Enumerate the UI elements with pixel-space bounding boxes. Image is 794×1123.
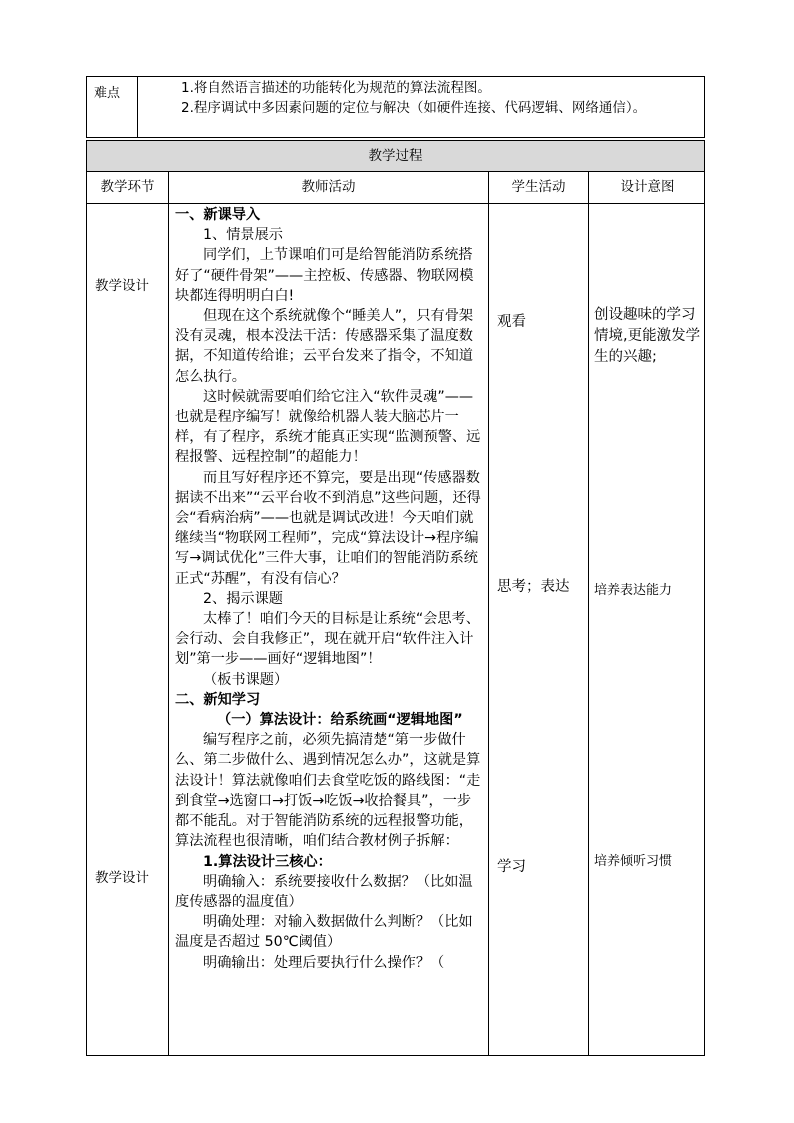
paragraph: 同学们，上节课咱们可是给智能消防系统搭好了“硬件骨架”——主控板、传感器、物联网模块都连得明明白白! (175, 247, 474, 304)
paragraph: 但现在这个系统就像个“睡美人”，只有骨架没有灵魂，根本没法干活：传感器采集了温度数据，不知道传给谁；云平台发来了指令，不知道怎么执行。 (175, 308, 474, 385)
difficulty-line-1: 1.将自然语言描述的功能转化为规范的算法流程图。 (181, 80, 491, 96)
paragraph: 太棒了！咱们今天的目标是让系统“会思考、会行动、会自我修正”，现在就开启“软件注入计划”第一步——画好“逻辑地图”！ (175, 611, 480, 668)
column-divider (588, 172, 589, 1055)
design-intent-3: 培养倾听习惯 (594, 854, 673, 869)
student-activity-1: 观看 (497, 314, 526, 330)
difficulty-content (139, 77, 704, 137)
paragraph: 明确输出：处理后要执行什么操作？（ (203, 954, 445, 971)
process-title: 教学过程 (86, 140, 705, 172)
header-stage: 教学环节 (100, 179, 155, 195)
design-intent-2: 培养表达能力 (594, 583, 673, 598)
header-teacher: 教师活动 (301, 179, 356, 195)
paragraph: 而且写好程序还不算完，要是出现“传感器数据读不出来”“云平台收不到消息”这些问题，还得会“看病治病”——也就是调试改进！今天咱们就继续当“物联网工程师”，完成“算法设计→程序编写→调试优化”三件大事，让咱们的智能消防系统正式“苏醒”，有没有信心？ (175, 469, 481, 587)
header-student: 学生活动 (511, 179, 566, 195)
difficulty-line-2: 2.程序调试中多因素问题的定位与解决（如硬件连接、代码逻辑、网络通信）。 (181, 100, 647, 116)
subsection-heading: 1、情景展示 (203, 227, 283, 244)
paragraph: 编写程序之前，必须先搞清楚“第一步做什么、第二步做什么、遇到情况怎么办”，这就是算法设计！算法就像咱们去食堂吃饭的路线图：“走到食堂→选窗口→打饭→吃饭→收拾餐具”，一步都不能乱。对于智能消防系统的远程报警功能，算法流程也很清晰，咱们结合教材例子拆解： (175, 732, 481, 850)
section-heading: 一、新课导入 (175, 207, 261, 223)
paragraph: 明确处理：对输入数据做什么判断？（比如温度是否超过 50℃阈值） (175, 914, 473, 951)
stage-label-1: 教学设计 (95, 278, 149, 294)
process-table (86, 172, 705, 1056)
student-activity-2: 思考；表达 (497, 579, 570, 595)
header-intent: 设计意图 (620, 179, 675, 195)
design-intent-1: 创设趣味的学习情境,更能激发学生的兴趣; (594, 307, 701, 365)
paragraph: 明确输入：系统要接收什么数据？（比如温度传感器的温度值） (175, 873, 473, 910)
difficulty-label: 难点 (87, 77, 138, 137)
subsection-heading: 2、揭示课题 (203, 590, 283, 607)
student-activity-3: 学习 (497, 859, 526, 875)
column-divider (488, 172, 489, 1055)
subsection-heading: （一）算法设计：给系统画“逻辑地图” (217, 712, 463, 729)
board-note: （板书课题） (203, 671, 289, 688)
difficulty-table (86, 76, 705, 138)
stage-label-2: 教学设计 (95, 870, 149, 886)
subsection-heading: 1.算法设计三核心： (203, 853, 332, 870)
section-heading: 二、新知学习 (175, 691, 261, 708)
paragraph: 这时候就需要咱们给它注入“软件灵魂”——也就是程序编写！就像给机器人装大脑芯片一样，有了程序，系统才能真正实现“监测预警、远程报警、远程控制”的超能力！ (175, 388, 481, 466)
teacher-activity (169, 204, 488, 973)
